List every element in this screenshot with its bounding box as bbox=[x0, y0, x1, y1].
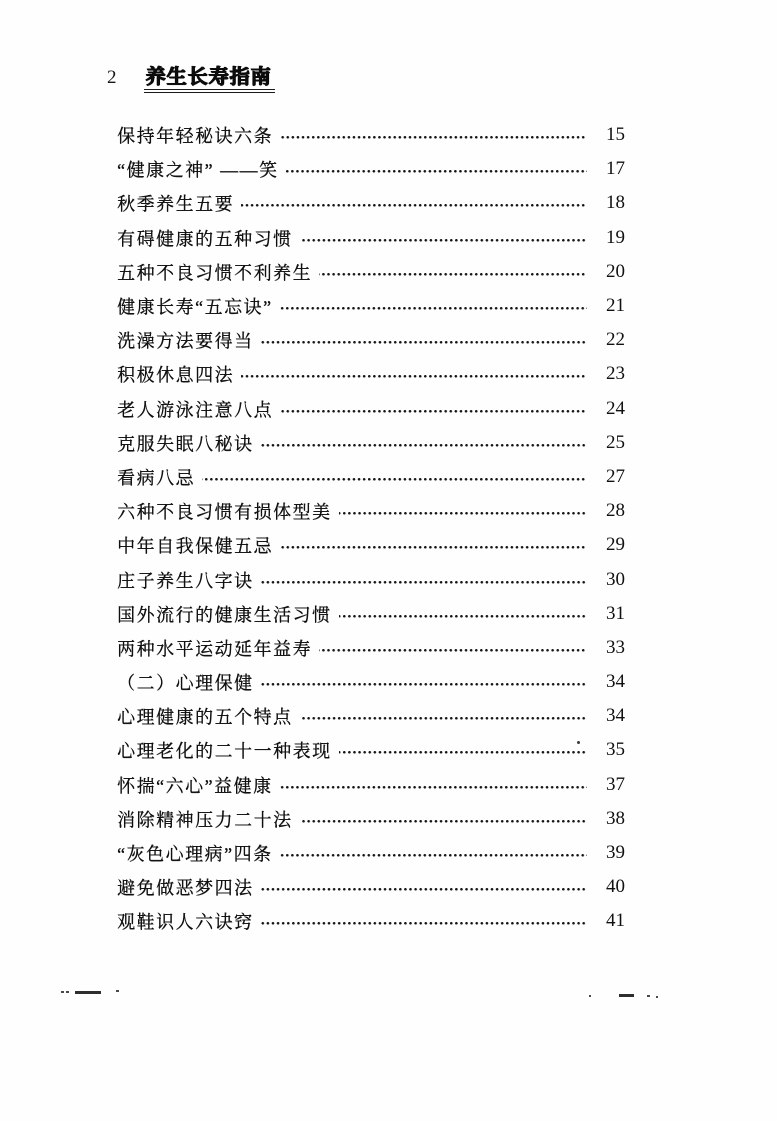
toc-entry-page: 17 bbox=[606, 158, 625, 180]
toc-entry-page: 38 bbox=[606, 807, 625, 829]
toc-entry-page: 35 bbox=[606, 739, 625, 761]
dot-leader bbox=[202, 478, 587, 482]
dot-leader bbox=[319, 649, 587, 653]
toc-entry bbox=[117, 494, 625, 528]
dot-leader bbox=[261, 922, 588, 926]
toc-entry-page: 37 bbox=[606, 773, 625, 795]
dot-leader bbox=[300, 717, 588, 721]
toc-entry-page: 21 bbox=[606, 295, 625, 317]
toc-entry-title: 保持年轻秘诀六条 bbox=[117, 126, 273, 147]
toc-entry bbox=[117, 118, 625, 152]
dot-leader bbox=[280, 136, 587, 140]
toc-entry bbox=[117, 426, 625, 460]
toc-entry-title: 心理老化的二十一种表现 bbox=[117, 741, 332, 762]
toc-entry-title: 六种不良习惯有损体型美 bbox=[117, 502, 332, 523]
toc-entry bbox=[117, 699, 625, 733]
toc-entry-title: 洗澡方法要得当 bbox=[117, 331, 254, 352]
toc-entry-page: 30 bbox=[606, 568, 625, 590]
scan-artifact bbox=[116, 990, 119, 992]
toc-entry bbox=[117, 870, 625, 904]
toc-entry-title: 避免做恶梦四法 bbox=[117, 878, 254, 899]
toc-entry-title: 老人游泳注意八点 bbox=[117, 399, 273, 420]
toc-entry-title: “灰色心理病”四条 bbox=[117, 844, 273, 865]
dot-leader bbox=[261, 341, 588, 345]
toc-entry-page: 34 bbox=[606, 705, 625, 727]
toc-entry bbox=[117, 562, 625, 596]
scan-artifact bbox=[577, 741, 580, 744]
toc-entry bbox=[117, 733, 625, 767]
toc-entry-page: 34 bbox=[606, 671, 625, 693]
toc-entry-page: 22 bbox=[606, 329, 625, 351]
toc-entry-title: 观鞋识人六诀窍 bbox=[117, 912, 254, 933]
toc-entry bbox=[117, 255, 625, 289]
toc-entry-page: 24 bbox=[606, 397, 625, 419]
scan-artifact bbox=[647, 995, 650, 997]
dot-leader bbox=[300, 820, 588, 824]
toc-entry-title: 心理健康的五个特点 bbox=[117, 707, 293, 728]
toc-entry-page: 20 bbox=[606, 260, 625, 282]
dot-leader bbox=[279, 854, 587, 858]
scan-artifact bbox=[61, 991, 64, 993]
toc-entry-title: 五种不良习惯不利养生 bbox=[117, 262, 312, 283]
toc-entry bbox=[117, 392, 625, 426]
toc-entry bbox=[117, 631, 625, 665]
scan-artifact bbox=[619, 994, 634, 997]
toc-entry-page: 41 bbox=[606, 910, 625, 932]
toc-entry-title: 消除精神压力二十法 bbox=[117, 809, 293, 830]
toc-entry-page: 19 bbox=[606, 226, 625, 248]
toc-entry-page: 18 bbox=[606, 192, 625, 214]
toc-entry-page: 31 bbox=[606, 602, 625, 624]
dot-leader bbox=[279, 786, 587, 790]
toc-entry-title: 积极休息四法 bbox=[117, 365, 234, 386]
dot-leader bbox=[261, 581, 588, 585]
book-title-header: 养生长寿指南 bbox=[144, 66, 275, 93]
toc-entry bbox=[117, 152, 625, 186]
toc-entry bbox=[117, 289, 625, 323]
toc-entry-page: 29 bbox=[606, 534, 625, 556]
toc-entry bbox=[117, 460, 625, 494]
toc-entry bbox=[117, 528, 625, 562]
toc-entry-title: 看病八忌 bbox=[117, 467, 195, 488]
toc-entry-title: “健康之神” ——笑 bbox=[117, 160, 279, 181]
toc-entry-title: （二）心理保健 bbox=[117, 673, 254, 694]
dot-leader bbox=[285, 170, 587, 174]
dot-leader bbox=[261, 444, 588, 448]
dot-leader bbox=[241, 204, 587, 208]
toc-entry bbox=[117, 768, 625, 802]
scan-artifact bbox=[66, 991, 69, 993]
toc-entry bbox=[117, 665, 625, 699]
toc-entry-title: 秋季养生五要 bbox=[117, 194, 234, 215]
toc-entry-title: 怀揣“六心”益健康 bbox=[117, 775, 273, 796]
toc-entry bbox=[117, 836, 625, 870]
toc-entry bbox=[117, 357, 625, 391]
toc-entry-page: 33 bbox=[606, 636, 625, 658]
dot-leader bbox=[279, 307, 587, 311]
toc-entry-page: 23 bbox=[606, 363, 625, 385]
toc-entry-page: 39 bbox=[606, 842, 625, 864]
toc-entry-title: 健康长寿“五忘诀” bbox=[117, 297, 273, 318]
dot-leader bbox=[339, 751, 588, 755]
dot-leader bbox=[261, 888, 588, 892]
running-header bbox=[107, 66, 275, 93]
dot-leader bbox=[280, 410, 587, 414]
dot-leader bbox=[241, 375, 587, 379]
toc-entry-title: 中年自我保健五忌 bbox=[117, 536, 273, 557]
toc-entry-page: 40 bbox=[606, 876, 625, 898]
dot-leader bbox=[339, 615, 588, 619]
toc-entry bbox=[117, 221, 625, 255]
dot-leader bbox=[280, 546, 587, 550]
toc-entry-title: 两种水平运动延年益寿 bbox=[117, 638, 312, 659]
toc-entry bbox=[117, 323, 625, 357]
dot-leader bbox=[339, 512, 588, 516]
toc-entry bbox=[117, 186, 625, 220]
toc-entry-title: 国外流行的健康生活习惯 bbox=[117, 604, 332, 625]
scan-artifact bbox=[589, 995, 591, 997]
dot-leader bbox=[319, 273, 587, 277]
toc-entry bbox=[117, 597, 625, 631]
toc-entry bbox=[117, 904, 625, 938]
toc-entry-page: 15 bbox=[606, 124, 625, 146]
toc-entry-page: 27 bbox=[606, 465, 625, 487]
toc-list bbox=[117, 118, 625, 939]
toc-entry bbox=[117, 802, 625, 836]
dot-leader bbox=[300, 239, 588, 243]
toc-entry-page: 25 bbox=[606, 431, 625, 453]
toc-entry-title: 克服失眠八秘诀 bbox=[117, 433, 254, 454]
toc-entry-title: 有碍健康的五种习惯 bbox=[117, 228, 293, 249]
toc-entry-title: 庄子养生八字诀 bbox=[117, 570, 254, 591]
dot-leader bbox=[261, 683, 588, 687]
scan-artifact bbox=[656, 996, 658, 998]
scan-artifact bbox=[75, 991, 101, 994]
toc-entry-page: 28 bbox=[606, 500, 625, 522]
folio-page-number: 2 bbox=[107, 67, 117, 88]
